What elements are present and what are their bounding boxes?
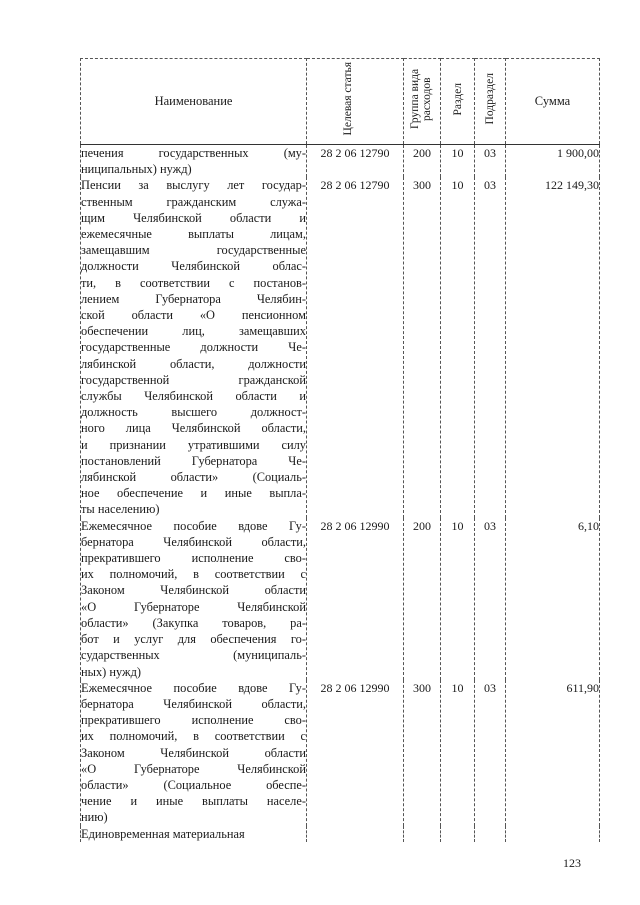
cell-name [81, 145, 307, 178]
name-line: бернатора Челябинской области, [81, 534, 306, 549]
name-line: печения государственных (му- [81, 146, 306, 160]
cell-subsection: 03 [475, 145, 506, 178]
name-line: сударственных (муниципаль- [81, 648, 306, 663]
table-row [81, 680, 600, 826]
cell-target: 28 2 06 12990 [307, 518, 404, 680]
name-line: прекратившего исполнение сво- [81, 551, 306, 566]
table-row [81, 826, 600, 842]
cell-target: 28 2 06 12790 [307, 145, 404, 178]
cell-name [81, 518, 307, 680]
table-row [81, 145, 600, 178]
table-header-row [81, 59, 600, 145]
name-line: их полномочий, в соответствии с [81, 567, 306, 582]
name-line: и признании утратившими силу [81, 437, 306, 452]
header-name: Наименование [81, 59, 307, 145]
cell-sum [506, 826, 600, 842]
name-line: ти, в соответствии с постанов- [81, 275, 306, 290]
name-line: Пенсии за выслугу лет государ- [81, 178, 306, 193]
name-line: Ежемесячное пособие вдове Гу- [81, 680, 306, 695]
table-row [81, 518, 600, 680]
cell-sum: 1 900,00 [506, 145, 600, 178]
table-row [81, 177, 600, 517]
name-line: замещавшим государственные [81, 243, 306, 258]
name-line: ное обеспечение и иные выпла- [81, 486, 306, 501]
header-sum: Сумма [506, 59, 600, 145]
cell-sum: 6,10 [506, 518, 600, 680]
name-line: «О Губернаторе Челябинской [81, 761, 306, 776]
cell-section: 10 [441, 518, 475, 680]
budget-table [80, 58, 600, 842]
name-line: Единовременная материальная [81, 826, 245, 841]
name-line: ного лица Челябинской области, [81, 421, 306, 436]
cell-name [81, 826, 307, 842]
name-line: Ежемесячное пособие вдове Гу- [81, 518, 306, 533]
name-line: Законом Челябинской области [81, 745, 306, 760]
name-line: бот и услуг для обеспечения го- [81, 632, 306, 647]
name-line: бернатора Челябинской области, [81, 696, 306, 711]
name-line: ской области «О пенсионном [81, 308, 306, 323]
cell-subsection: 03 [475, 680, 506, 826]
header-group: Группа вида расходов [404, 59, 441, 145]
name-line: щим Челябинской области и [81, 210, 306, 225]
name-line: их полномочий, в соответствии с [81, 729, 306, 744]
name-line: ниципальных) нужд) [81, 162, 192, 177]
cell-group: 300 [404, 177, 441, 517]
name-line: области» (Закупка товаров, ра- [81, 615, 306, 630]
cell-sum: 122 149,30 [506, 177, 600, 517]
cell-group: 200 [404, 518, 441, 680]
cell-subsection [475, 826, 506, 842]
name-line: ных) нужд) [81, 664, 142, 679]
cell-group: 300 [404, 680, 441, 826]
cell-subsection: 03 [475, 177, 506, 517]
cell-group [404, 826, 441, 842]
name-line: лябинской области» (Социаль- [81, 470, 306, 485]
name-line: нию) [81, 810, 108, 825]
header-subsection: Подраздел [475, 59, 506, 145]
cell-section: 10 [441, 145, 475, 178]
name-line: ственным гражданским служа- [81, 194, 306, 209]
cell-subsection: 03 [475, 518, 506, 680]
name-line: должности Челябинской облас- [81, 259, 306, 274]
header-section: Раздел [441, 59, 475, 145]
name-line: обеспечении лиц, замещавших [81, 324, 306, 339]
name-line: чение и иные выплаты населе- [81, 794, 306, 809]
name-line: области» (Социальное обеспе- [81, 777, 306, 792]
header-target: Целевая статья [307, 59, 404, 145]
cell-target: 28 2 06 12990 [307, 680, 404, 826]
page-number: 123 [563, 856, 581, 870]
name-line: должность высшего должност- [81, 405, 306, 420]
cell-group: 200 [404, 145, 441, 178]
name-line: службы Челябинской области и [81, 389, 306, 404]
cell-section: 10 [441, 680, 475, 826]
name-line: «О Губернаторе Челябинской [81, 599, 306, 614]
name-line: прекратившего исполнение сво- [81, 713, 306, 728]
name-line: ты населению) [81, 502, 160, 517]
cell-target: 28 2 06 12790 [307, 177, 404, 517]
name-line: лением Губернатора Челябин- [81, 291, 306, 306]
cell-section: 10 [441, 177, 475, 517]
name-line: лябинской области, должности [81, 356, 306, 371]
cell-section [441, 826, 475, 842]
name-line: Законом Челябинской области [81, 583, 306, 598]
cell-target [307, 826, 404, 842]
name-line: государственной гражданской [81, 372, 306, 387]
cell-sum: 611,90 [506, 680, 600, 826]
name-line: ежемесячные выплаты лицам, [81, 227, 306, 242]
name-line: государственные должности Че- [81, 340, 306, 355]
cell-name [81, 680, 307, 826]
name-line: постановлений Губернатора Че- [81, 453, 306, 468]
cell-name [81, 177, 307, 517]
table-body [81, 145, 600, 842]
